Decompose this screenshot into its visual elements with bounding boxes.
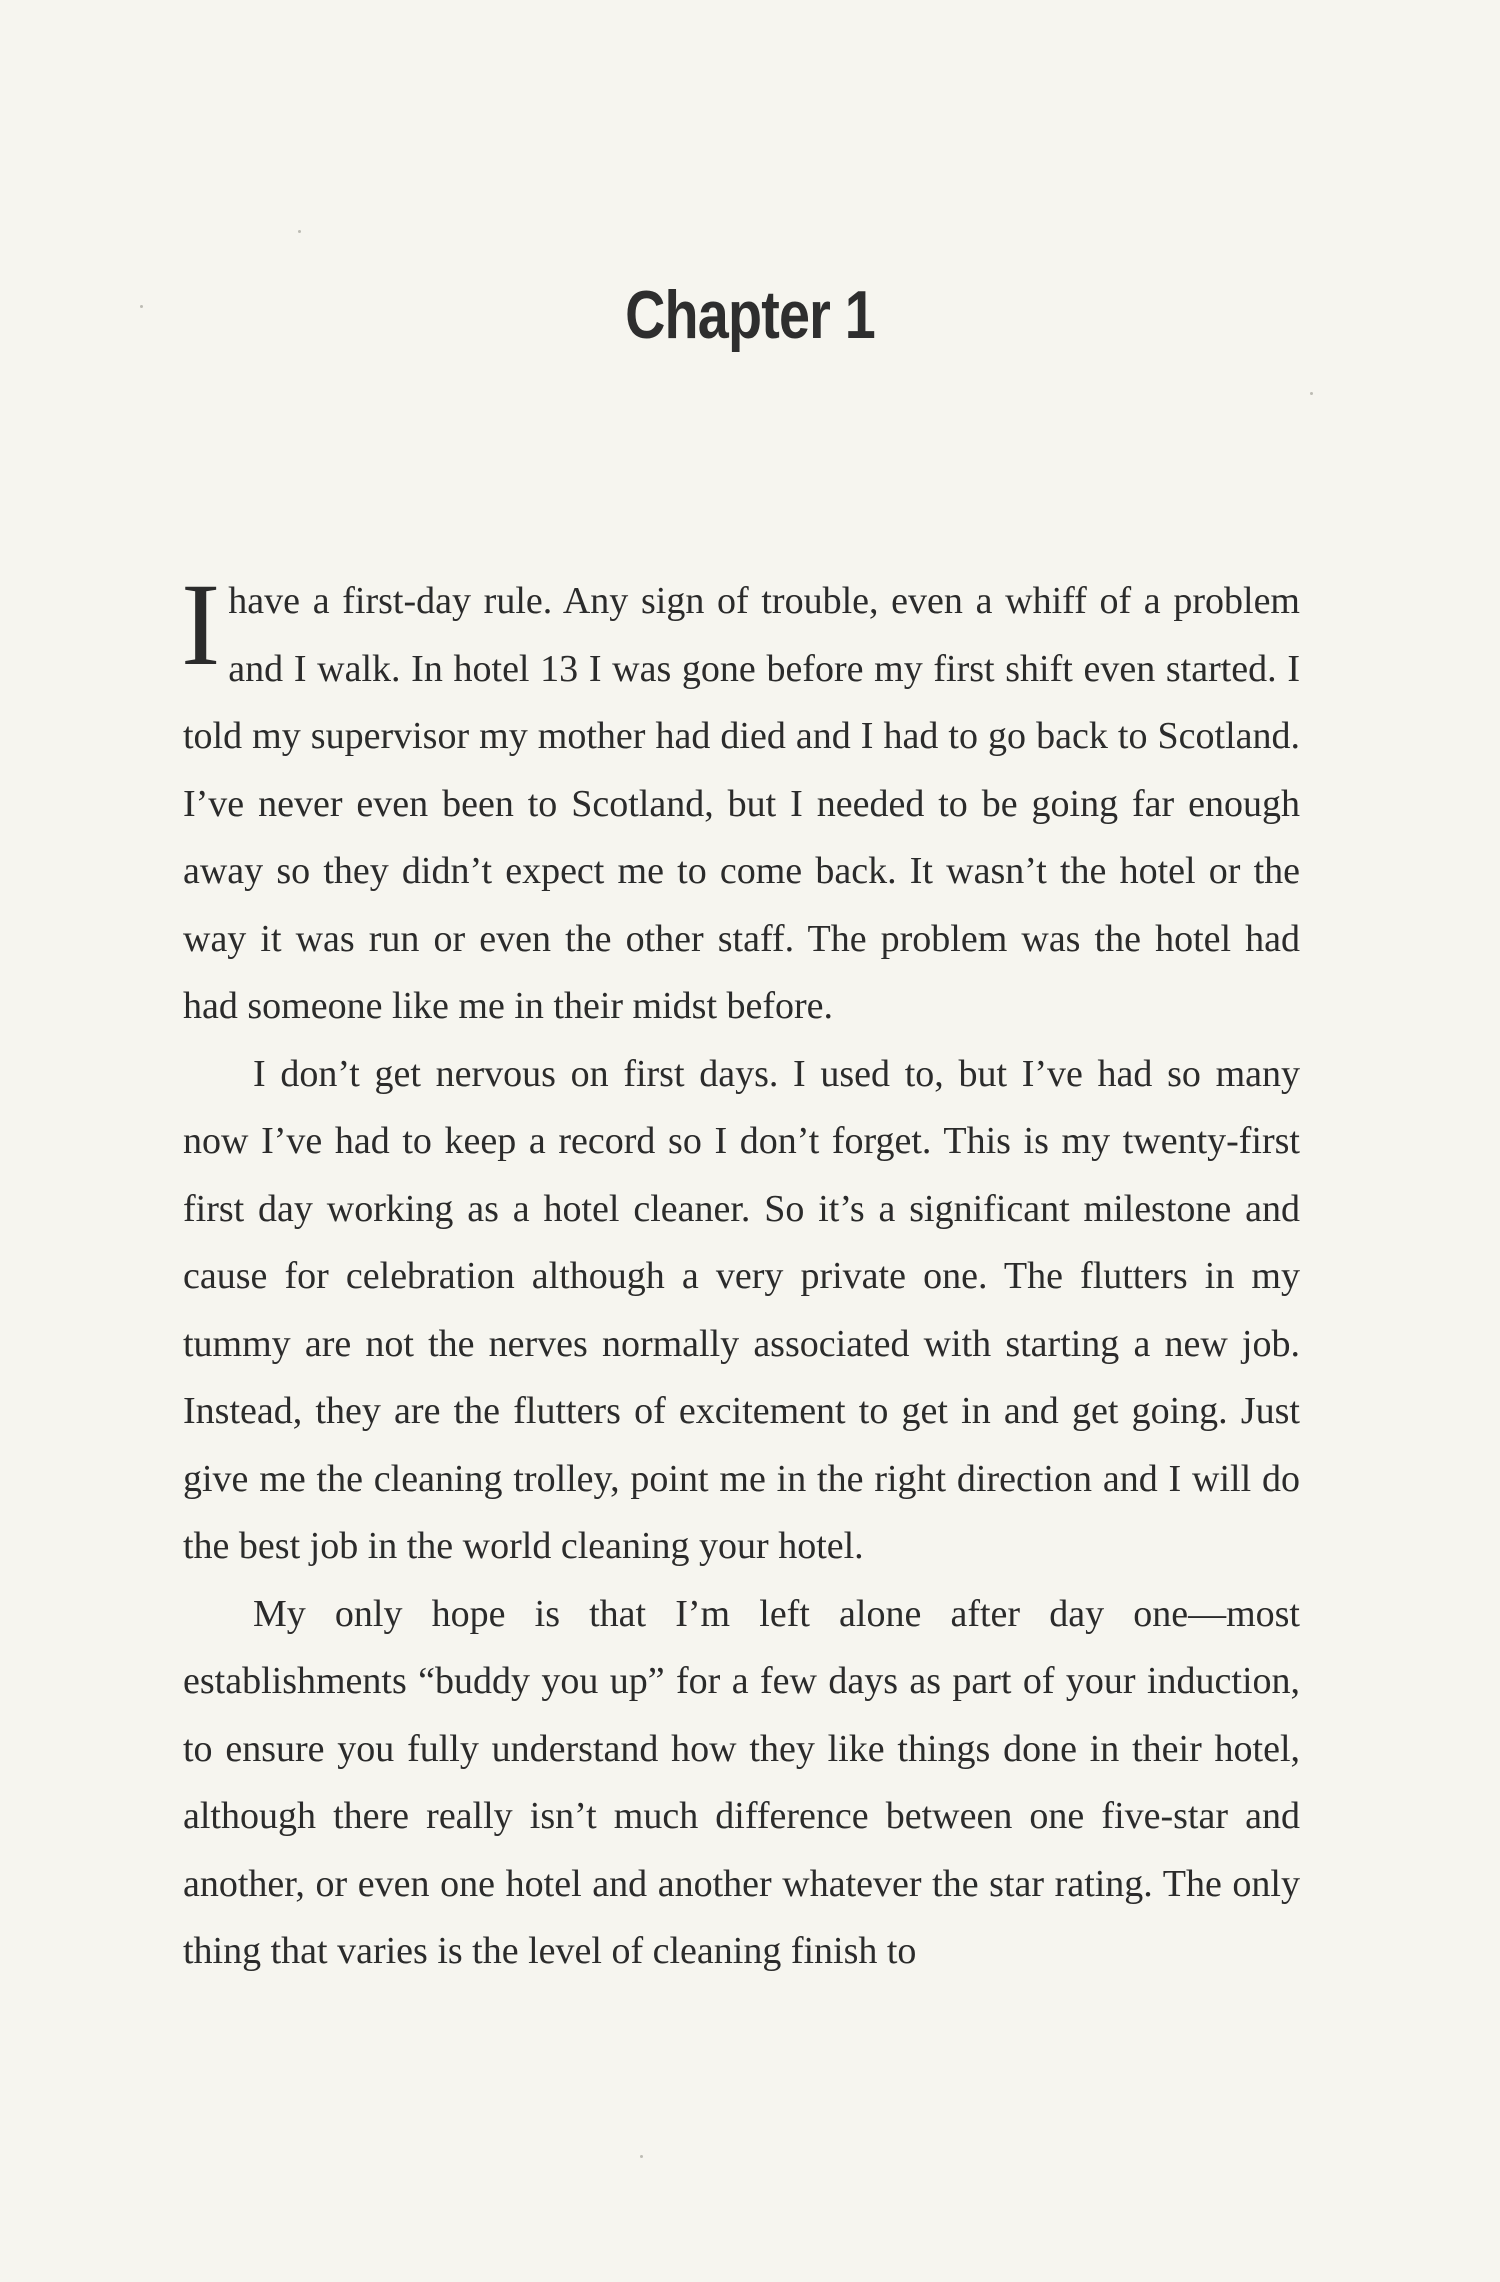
paragraph-2: I don’t get nervous on first days. I used to, but I’ve had so many now I’ve had to keep a record so I don’t forget. This is my twenty-first first day working as a hotel cleaner. So it’s a significant milestone and cause for celebration although a very private one. The flutters in my tummy are not the nerves normally associated with starting a new job. Instead, they are the flutters of excitement to get in and get going. Just give me the cleaning trolley, point me in the right direction and I will do the best job in the world cleaning your hotel.	[183, 1052, 1300, 1567]
chapter-title: Chapter 1	[625, 276, 875, 353]
paragraph-3: My only hope is that I’m left alone after day one—most establishments “buddy you up” for a few days as part of your induction, to ensure you fully understand how they like things done in their hotel, although there really isn’t much difference between one five-star and another, or even one hotel and another whatever the star rating. The only thing that varies is the level of cleaning finish to	[183, 1592, 1300, 1972]
drop-cap: I	[181, 559, 221, 690]
paragraph-1	[181, 559, 1300, 1041]
chapter-body	[181, 559, 1300, 1986]
paragraph-1-text: have a first-day rule. Any sign of trouble, even a whiff of a problem and I walk. In hotel 13 I was gone before my first shift even started. I told my supervisor my mother had died and I had to go back to Scotland. I’ve never even been to Scotland, but I needed to be going far enough away so they didn’t expect me to come back. It wasn’t the hotel or the way it was run or even the other staff. The problem was the hotel had had someone like me in their midst before.	[183, 580, 1300, 1027]
